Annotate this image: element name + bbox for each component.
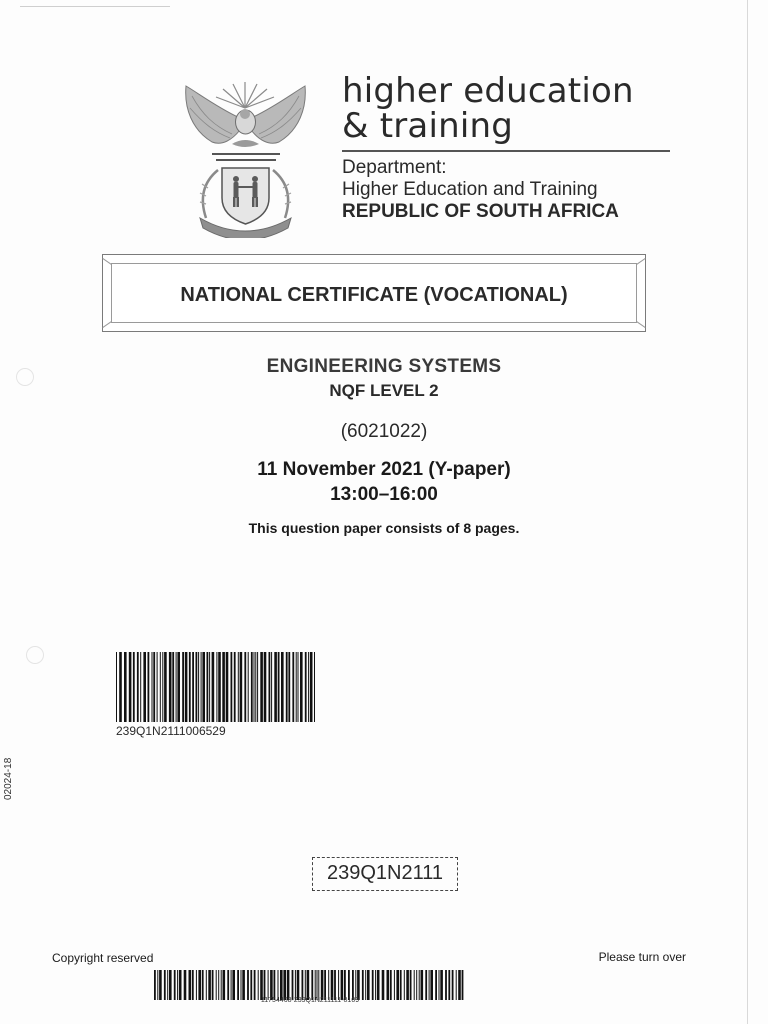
nqf-level: NQF LEVEL 2: [329, 381, 439, 400]
certificate-title: NATIONAL CERTIFICATE (VOCATIONAL): [180, 284, 568, 306]
barcode-bar: [390, 970, 392, 1000]
barcode-bar: [129, 652, 132, 722]
barcode-bar: [119, 652, 122, 722]
barcode-bar: [271, 652, 272, 722]
barcode-bar: [124, 652, 127, 722]
barcode-bar: [414, 970, 415, 1000]
barcode-bar: [184, 970, 187, 1000]
barcode-bar: [292, 970, 294, 1000]
barcode-bar: [179, 970, 182, 1000]
barcode-bar: [365, 970, 366, 1000]
barcode-bar: [206, 970, 207, 1000]
barcode-bar: [242, 970, 245, 1000]
barcode-bar: [231, 970, 232, 1000]
barcode-bar: [324, 970, 326, 1000]
barcode-bar: [218, 652, 221, 722]
page-count-note: This question paper consists of 8 pages.: [248, 520, 520, 536]
barcode-bar: [338, 970, 339, 1000]
barcode-bar: [308, 652, 309, 722]
copyright-notice: Copyright reserved: [52, 951, 154, 965]
barcode-bar: [174, 970, 176, 1000]
barcode-bar: [439, 970, 440, 1000]
barcode-bottom-number: 11754468-239Q1N211111-0109: [260, 997, 360, 1004]
exam-time: 13:00–16:00: [330, 484, 438, 505]
barcode-bar: [298, 652, 299, 722]
barcode-bar: [305, 970, 306, 1000]
barcode-bar: [251, 652, 253, 722]
barcode-bar: [209, 652, 210, 722]
barcode-bar: [328, 970, 329, 1000]
barcode-bar: [201, 652, 202, 722]
barcode-bar: [321, 970, 324, 1000]
barcode-bar: [167, 970, 168, 1000]
barcode-bar: [318, 970, 319, 1000]
barcode-bar: [396, 970, 399, 1000]
barcode-bar: [207, 652, 209, 722]
barcode-bar: [177, 970, 178, 1000]
brand-line-1: higher education: [342, 71, 634, 111]
barcode-bar: [244, 652, 246, 722]
barcode-bar: [311, 970, 313, 1000]
barcode-bar: [302, 970, 304, 1000]
barcode-bar: [137, 652, 139, 722]
barcode-bar: [227, 970, 229, 1000]
barcode-bar: [419, 970, 420, 1000]
barcode-bar: [257, 652, 258, 722]
barcode-bar: [254, 652, 255, 722]
barcode-bar: [157, 652, 158, 722]
barcode-bar: [238, 652, 239, 722]
reference-number-box: 239Q1N2111: [312, 857, 458, 891]
barcode-bar: [164, 970, 166, 1000]
barcode-bar: [462, 970, 464, 1000]
barcode-bar: [280, 970, 283, 1000]
barcode-bar: [458, 970, 461, 1000]
barcode-bar: [445, 970, 447, 1000]
barcode-bar: [430, 970, 433, 1000]
barcode-bar: [264, 652, 267, 722]
barcode-bar: [143, 652, 146, 722]
barcode-bar: [222, 652, 225, 722]
barcode-bar: [133, 652, 135, 722]
barcode-bar: [164, 652, 167, 722]
barcode-bar: [116, 652, 117, 722]
barcode-bar: [212, 970, 214, 1000]
punch-hole-mark: [26, 646, 44, 664]
barcode-bar: [382, 970, 385, 1000]
barcode-bar: [404, 970, 405, 1000]
barcode-bar: [260, 970, 263, 1000]
barcode-bar: [283, 970, 286, 1000]
barcode-bar: [182, 652, 184, 722]
barcode-bar: [198, 970, 201, 1000]
barcode-bar: [241, 970, 242, 1000]
barcode-bar: [202, 970, 204, 1000]
barcode-bar: [288, 652, 290, 722]
barcode-bar: [274, 970, 276, 1000]
barcode-bar: [296, 652, 297, 722]
barcode-bar: [278, 970, 279, 1000]
barcode-bar: [159, 970, 162, 1000]
barcode-bar: [314, 652, 315, 722]
barcode-bar: [212, 652, 215, 722]
barcode-bar: [160, 652, 161, 722]
barcode-bar: [264, 970, 266, 1000]
barcode-bar: [421, 970, 424, 1000]
barcode-bar: [218, 970, 219, 1000]
barcode-bar: [268, 970, 269, 1000]
barcode-bar: [247, 970, 249, 1000]
barcode-bar: [281, 652, 284, 722]
barcode-bar: [387, 970, 390, 1000]
barcode-bar: [216, 970, 217, 1000]
barcode-bar: [317, 970, 318, 1000]
barcode-bar: [232, 970, 235, 1000]
barcode-bar: [189, 652, 191, 722]
barcode-bar: [310, 652, 313, 722]
brand-divider: [342, 150, 670, 152]
side-code: 02024-18: [3, 757, 14, 800]
turn-over-note: Please turn over: [598, 950, 686, 964]
barcode-bar: [152, 652, 153, 722]
barcode-bar: [352, 970, 354, 1000]
barcode-bar: [237, 970, 239, 1000]
barcode-bar: [425, 970, 427, 1000]
barcode-bar: [189, 970, 192, 1000]
barcode-bar: [355, 970, 356, 1000]
barcode-bar: [208, 970, 211, 1000]
barcode-bar: [248, 652, 249, 722]
barcode-bar: [153, 652, 155, 722]
barcode-bar: [269, 652, 271, 722]
barcode-bar: [216, 652, 217, 722]
certificate-frame: [102, 254, 646, 332]
barcode-bar: [172, 652, 174, 722]
barcode-bar: [250, 970, 252, 1000]
barcode-bar: [226, 652, 229, 722]
scan-top-edge: [20, 6, 170, 7]
barcode-bar: [341, 970, 344, 1000]
barcode-bar: [400, 970, 402, 1000]
barcode-bar: [334, 970, 336, 1000]
subject-code: (6021022): [340, 421, 428, 442]
barcode-bar: [452, 970, 454, 1000]
barcode-bar: [274, 652, 277, 722]
barcode-bar: [410, 970, 412, 1000]
department-label: Department:: [342, 157, 447, 178]
barcode-bar: [331, 970, 334, 1000]
barcode-bar: [348, 970, 350, 1000]
barcode-bar: [429, 970, 430, 1000]
barcode-bar: [287, 970, 290, 1000]
barcode-bar: [305, 652, 307, 722]
barcode-bar: [260, 652, 263, 722]
barcode-bar: [231, 652, 233, 722]
barcode-bar: [456, 970, 457, 1000]
barcode-bar: [357, 970, 360, 1000]
barcode-bar: [258, 970, 259, 1000]
frame-corner: [636, 321, 646, 328]
barcode-bar: [367, 970, 370, 1000]
frame-corner: [102, 258, 112, 265]
barcode-bar: [270, 970, 273, 1000]
country-name: REPUBLIC OF SOUTH AFRICA: [342, 201, 619, 222]
barcode-bar: [254, 970, 256, 1000]
barcode-bar: [406, 970, 409, 1000]
subject-title: ENGINEERING SYSTEMS: [266, 356, 502, 377]
barcode-bar: [286, 652, 288, 722]
barcode-bar: [140, 652, 141, 722]
barcode-bar: [202, 652, 205, 722]
barcode-bar: [157, 970, 158, 1000]
barcode-bar: [192, 970, 194, 1000]
barcode-main-number: 239Q1N2111006529: [116, 724, 226, 738]
barcode-bar: [169, 970, 172, 1000]
barcode-bar: [362, 970, 364, 1000]
barcode-bar: [315, 970, 316, 1000]
barcode-bar: [154, 970, 156, 1000]
frame-corner: [102, 321, 112, 328]
barcode-bar: [344, 970, 346, 1000]
barcode-bar: [292, 652, 294, 722]
brand-line-2: & training: [342, 106, 514, 146]
scan-edge: [747, 0, 748, 1024]
barcode-bar: [198, 652, 199, 722]
barcode-bar: [162, 652, 163, 722]
barcode-bar: [448, 970, 450, 1000]
department-name: Higher Education and Training: [342, 179, 598, 200]
barcode-bar: [440, 970, 443, 1000]
barcode-main: [116, 652, 316, 722]
barcode-bar: [435, 970, 437, 1000]
barcode-bar: [196, 970, 197, 1000]
frame-corner: [636, 258, 646, 265]
barcode-bar: [295, 970, 296, 1000]
barcode-bar: [278, 652, 280, 722]
barcode-bar: [255, 652, 256, 722]
department-block: [342, 157, 619, 223]
barcode-bar: [196, 652, 198, 722]
exam-date: 11 November 2021 (Y-paper): [257, 459, 511, 480]
barcode-bar: [394, 970, 395, 1000]
barcode-bar: [416, 970, 417, 1000]
barcode-bar: [377, 970, 380, 1000]
barcode-bar: [240, 652, 243, 722]
barcode-bar: [148, 652, 150, 722]
barcode-bar: [372, 970, 374, 1000]
barcode-bar: [223, 970, 226, 1000]
barcode-bar: [234, 652, 236, 722]
barcode-bar: [297, 970, 300, 1000]
brand-title: [342, 71, 634, 146]
barcode-bar: [192, 652, 194, 722]
barcode-bar: [307, 970, 310, 1000]
barcode-bar: [221, 970, 222, 1000]
barcode-bar: [185, 652, 188, 722]
barcode-bar: [169, 652, 172, 722]
coat-of-arms-emblem: [178, 78, 313, 238]
barcode-bar: [177, 652, 180, 722]
barcode-bar: [375, 970, 376, 1000]
barcode-bar: [300, 652, 303, 722]
barcode-bar: [176, 652, 177, 722]
barcode-bottom: [154, 970, 466, 1000]
